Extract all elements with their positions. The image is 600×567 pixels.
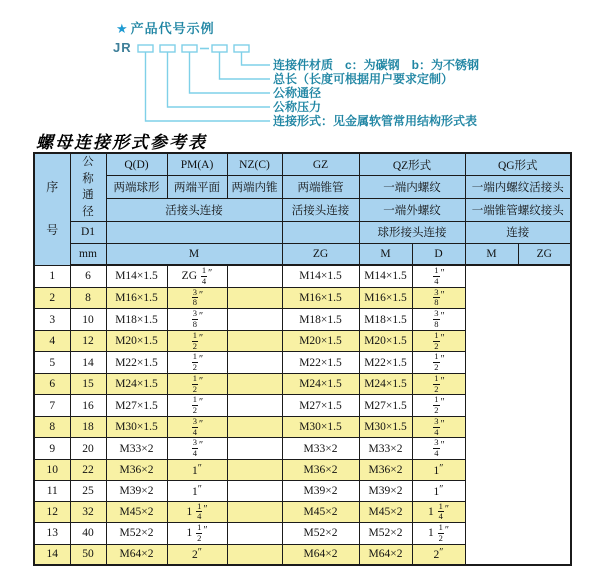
cell-qg-zg: 1 $\frac{1}{2}$ ″ — [412, 523, 465, 545]
cell-seq: 13 — [34, 523, 70, 545]
cell-qz-d: M22×1.5 — [282, 352, 359, 374]
cell-qg-zg: 1″ — [412, 459, 465, 480]
table-row — [34, 438, 571, 460]
label-material: 连接件材质 c：为碳钢 b：为不锈钢 — [273, 58, 480, 72]
cell-seq: 3 — [34, 309, 70, 331]
cell-qg-m: M22×1.5 — [359, 352, 412, 374]
header-col-qz: QZ形式 — [359, 153, 465, 176]
cell-qg-m: M14×1.5 — [359, 265, 412, 287]
cell-qz-m — [227, 544, 282, 565]
cell-dn: 16 — [70, 395, 106, 417]
cell-qg-m: M20×1.5 — [359, 330, 412, 352]
cell-qz-d: M27×1.5 — [282, 395, 359, 417]
label-length: 总长（长度可根据用户要求定制） — [273, 72, 454, 86]
cell-qg-m: M45×2 — [359, 501, 412, 523]
cell-gz: $\frac{3}{4}$ ″ — [167, 438, 227, 460]
cell-m: M52×2 — [106, 523, 167, 545]
header-col-q: Q(D) — [106, 153, 167, 176]
leader-line-material — [242, 52, 271, 65]
header-conn-gz: 活接头连接 — [282, 198, 359, 221]
header-blank-m — [106, 221, 282, 243]
table-row — [34, 373, 571, 395]
cell-dn: 12 — [70, 330, 106, 352]
cell-gz: 1″ — [167, 480, 227, 501]
header-unit-gz-zg: ZG — [282, 243, 359, 265]
cell-qz-d: M39×2 — [282, 480, 359, 501]
code-box-5 — [234, 45, 249, 52]
cell-qz-d: M24×1.5 — [282, 373, 359, 395]
code-box-1 — [138, 45, 153, 52]
cell-m: M39×2 — [106, 480, 167, 501]
code-box-3 — [182, 45, 197, 52]
star-icon: ★ — [116, 21, 129, 36]
diagram-heading-text: 产品代号示例 — [130, 21, 215, 36]
header-sub-qg: 连接 — [465, 221, 571, 243]
cell-seq: 7 — [34, 395, 70, 417]
cell-qz-m — [227, 330, 282, 352]
cell-qz-m — [227, 459, 282, 480]
cell-qz-m — [227, 395, 282, 417]
cell-gz: $\frac{1}{2}$ ″ — [167, 352, 227, 374]
cell-qg-zg: $\frac{1}{2}$ ″ — [412, 395, 465, 417]
header-mm: mm — [70, 243, 106, 265]
table-row — [34, 523, 571, 545]
header-type-pm: 两端平面 — [167, 176, 227, 199]
cell-m: M18×1.5 — [106, 309, 167, 331]
table-row — [34, 330, 571, 352]
header-blank-gz — [282, 221, 359, 243]
cell-seq: 12 — [34, 501, 70, 523]
cell-m: M36×2 — [106, 459, 167, 480]
cell-m: M45×2 — [106, 501, 167, 523]
cell-seq: 5 — [34, 352, 70, 374]
cell-dn: 20 — [70, 438, 106, 460]
cell-qz-d: M16×1.5 — [282, 287, 359, 309]
table-row — [34, 544, 571, 565]
cell-qg-zg: 2″ — [412, 544, 465, 565]
table-body — [34, 265, 571, 565]
code-box-2 — [160, 45, 175, 52]
table-row — [34, 287, 571, 309]
cell-gz: 1 $\frac{1}{2}$ ″ — [167, 523, 227, 545]
cell-seq: 2 — [34, 287, 70, 309]
cell-dn: 6 — [70, 265, 106, 287]
cell-dn: 15 — [70, 373, 106, 395]
cell-dn: 22 — [70, 459, 106, 480]
cell-gz: $\frac{3}{4}$ ″ — [167, 416, 227, 438]
header-sub-qz: 球形接头连接 — [359, 221, 465, 243]
header-col-qg: QG形式 — [465, 153, 571, 176]
header-unit-m: M — [106, 243, 282, 265]
cell-qg-m: M27×1.5 — [359, 395, 412, 417]
cell-qg-m: M30×1.5 — [359, 416, 412, 438]
cell-qg-zg: $\frac{3}{4}$ ″ — [412, 438, 465, 460]
cell-qz-d: M33×2 — [282, 438, 359, 460]
cell-qg-m: M52×2 — [359, 523, 412, 545]
cell-qz-m — [227, 287, 282, 309]
cell-m: M30×1.5 — [106, 416, 167, 438]
table-row — [34, 309, 571, 331]
table-row — [34, 480, 571, 501]
cell-m: M27×1.5 — [106, 395, 167, 417]
cell-qz-d: M36×2 — [282, 459, 359, 480]
nut-connection-table — [33, 152, 572, 566]
header-conn-m: 活接头连接 — [106, 198, 282, 221]
cell-qg-m: M33×2 — [359, 438, 412, 460]
table-row — [34, 501, 571, 523]
cell-dn: 10 — [70, 309, 106, 331]
leader-line-connection — [146, 52, 271, 121]
cell-qg-zg: $\frac{1}{2}$ ″ — [412, 373, 465, 395]
cell-gz: $\frac{1}{2}$ ″ — [167, 330, 227, 352]
cell-gz: $\frac{3}{8}$ ″ — [167, 287, 227, 309]
table-title: 螺母连接形式参考表 — [36, 133, 207, 152]
cell-m: M33×2 — [106, 438, 167, 460]
cell-seq: 10 — [34, 459, 70, 480]
header-unit-qg-zg: ZG — [518, 243, 571, 265]
cell-qz-m — [227, 373, 282, 395]
cell-seq: 4 — [34, 330, 70, 352]
cell-gz: $\frac{3}{8}$ ″ — [167, 309, 227, 331]
cell-qg-zg: $\frac{1}{4}$ ″ — [412, 265, 465, 287]
header-type-gz: 两端锥管 — [282, 176, 359, 199]
cell-dn: 25 — [70, 480, 106, 501]
cell-qg-m: M18×1.5 — [359, 309, 412, 331]
table-row — [34, 395, 571, 417]
cell-qg-zg: $\frac{3}{4}$ ″ — [412, 416, 465, 438]
cell-qz-m — [227, 416, 282, 438]
cell-qz-d: M14×1.5 — [282, 265, 359, 287]
cell-qz-m — [227, 309, 282, 331]
header-nominal-diameter: 公称通径 — [70, 153, 106, 221]
cell-qg-m: M39×2 — [359, 480, 412, 501]
header-type-qg: 一端内螺纹活接头 — [465, 176, 571, 199]
cell-qz-m — [227, 501, 282, 523]
header-unit-qz-m: M — [359, 243, 412, 265]
cell-seq: 1 — [34, 265, 70, 287]
header-col-pm: PM(A) — [167, 153, 227, 176]
code-box-4 — [212, 45, 227, 52]
header-type-nz: 两端内锥 — [227, 176, 282, 199]
cell-qz-d: M18×1.5 — [282, 309, 359, 331]
cell-qz-m — [227, 480, 282, 501]
cell-gz: 2″ — [167, 544, 227, 565]
cell-qz-m — [227, 523, 282, 545]
table-row — [34, 416, 571, 438]
cell-qg-zg: $\frac{3}{8}$ ″ — [412, 309, 465, 331]
cell-dn: 14 — [70, 352, 106, 374]
cell-seq: 8 — [34, 416, 70, 438]
cell-qg-m: M64×2 — [359, 544, 412, 565]
label-connection: 连接形式：见金属软管常用结构形式表 — [273, 114, 478, 128]
header-unit-qz-d: D — [412, 243, 465, 265]
cell-dn: 40 — [70, 523, 106, 545]
label-diameter: 公称通径 — [273, 86, 322, 100]
cell-qz-d: M30×1.5 — [282, 416, 359, 438]
cell-seq: 9 — [34, 438, 70, 460]
header-conn-qg: 一端锥管螺纹接头 — [465, 198, 571, 221]
table-row — [34, 459, 571, 480]
cell-gz: 1 $\frac{1}{4}$ ″ — [167, 501, 227, 523]
cell-gz: 1″ — [167, 459, 227, 480]
cell-qz-d: M20×1.5 — [282, 330, 359, 352]
cell-gz: $\frac{1}{2}$ ″ — [167, 395, 227, 417]
cell-qz-m — [227, 352, 282, 374]
cell-dn: 8 — [70, 287, 106, 309]
product-code-prefix: JR — [113, 40, 132, 55]
cell-m: M64×2 — [106, 544, 167, 565]
cell-qg-zg: $\frac{1}{2}$ ″ — [412, 330, 465, 352]
cell-qg-m: M16×1.5 — [359, 287, 412, 309]
cell-m: M24×1.5 — [106, 373, 167, 395]
cell-m: M20×1.5 — [106, 330, 167, 352]
table-row — [34, 352, 571, 374]
cell-dn: 18 — [70, 416, 106, 438]
cell-m: M22×1.5 — [106, 352, 167, 374]
cell-gz: $\frac{1}{2}$ ″ — [167, 373, 227, 395]
cell-qz-m — [227, 438, 282, 460]
cell-qg-m: M36×2 — [359, 459, 412, 480]
cell-qz-d: M52×2 — [282, 523, 359, 545]
cell-seq: 6 — [34, 373, 70, 395]
leader-line-diameter — [190, 52, 271, 93]
header-d1: D1 — [70, 221, 106, 243]
cell-m: M16×1.5 — [106, 287, 167, 309]
cell-qg-zg: 1 $\frac{1}{4}$ ″ — [412, 501, 465, 523]
cell-gz: ZG $\frac{1}{4}$ ″ — [167, 265, 227, 287]
cell-m: M14×1.5 — [106, 265, 167, 287]
header-conn-qz: 一端外螺纹 — [359, 198, 465, 221]
label-pressure: 公称压力 — [273, 100, 322, 114]
cell-qg-zg: $\frac{1}{2}$ ″ — [412, 352, 465, 374]
header-col-gz: GZ — [282, 153, 359, 176]
header-col-nz: NZ(C) — [227, 153, 282, 176]
cell-qz-m — [227, 265, 282, 287]
header-type-qz: 一端内螺纹 — [359, 176, 465, 199]
cell-qg-zg: $\frac{3}{8}$ ″ — [412, 287, 465, 309]
table-row — [34, 265, 571, 287]
header-seq: 序号 — [34, 153, 70, 265]
header-unit-qg-m: M — [465, 243, 518, 265]
cell-seq: 11 — [34, 480, 70, 501]
cell-qg-zg: 1″ — [412, 480, 465, 501]
cell-qz-d: M64×2 — [282, 544, 359, 565]
cell-dn: 50 — [70, 544, 106, 565]
cell-dn: 32 — [70, 501, 106, 523]
header-type-q: 两端球形 — [106, 176, 167, 199]
cell-qg-m: M24×1.5 — [359, 373, 412, 395]
cell-seq: 14 — [34, 544, 70, 565]
cell-qz-d: M45×2 — [282, 501, 359, 523]
